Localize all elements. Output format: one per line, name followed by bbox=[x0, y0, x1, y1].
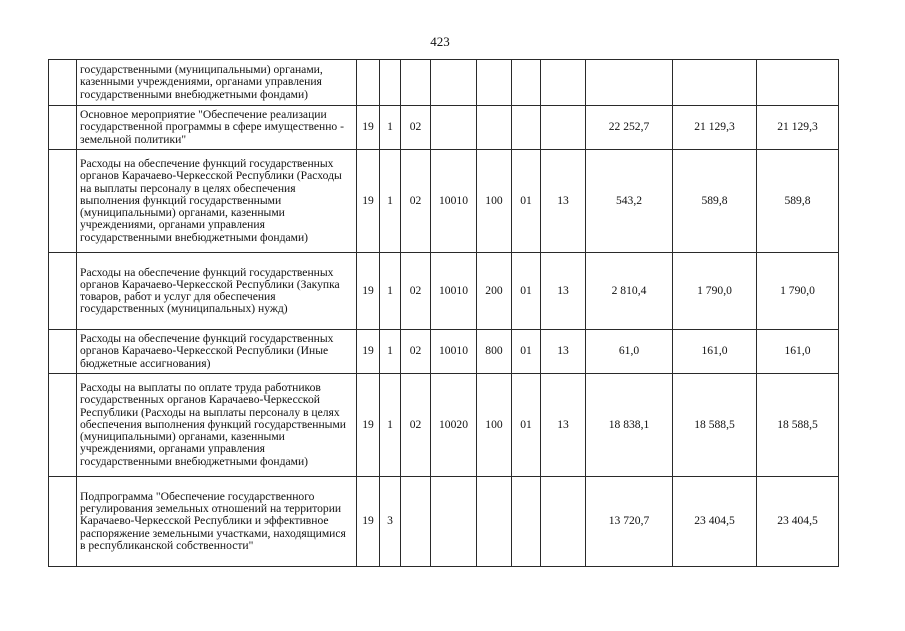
code-cell bbox=[477, 60, 512, 106]
code-cell: 02 bbox=[401, 106, 431, 150]
row-name: Расходы на обеспечение функций государственных органов Карачаево-Черкесской Республики (Расходы на выплаты персоналу в целях обеспечения выполнения функций государственными (муниципальными) органами, казенными учреждениями, органами управления государственными внебюджетными фондами) bbox=[77, 150, 357, 253]
blank-cell bbox=[49, 60, 77, 106]
blank-cell bbox=[49, 253, 77, 330]
code-cell: 200 bbox=[477, 253, 512, 330]
row-name: Расходы на выплаты по оплате труда работников государственных органов Карачаево-Черкесской Республики (Расходы на выплаты персоналу в целях обеспечения выполнения функций государственными (муниципальными) органами, казенными учреждениями, органами управления государственными внебюджетными фондами) bbox=[77, 374, 357, 477]
amount-cell: 23 404,5 bbox=[757, 477, 839, 567]
amount-cell: 18 838,1 bbox=[586, 374, 673, 477]
page-number: 423 bbox=[430, 34, 450, 49]
code-cell: 02 bbox=[401, 374, 431, 477]
amount-cell bbox=[757, 60, 839, 106]
amount-cell: 21 129,3 bbox=[673, 106, 757, 150]
table-row bbox=[49, 60, 839, 106]
amount-cell: 61,0 bbox=[586, 330, 673, 374]
row-name: государственными (муниципальными) органами, казенными учреждениями, органами управления государственными внебюджетными фондами) bbox=[77, 60, 357, 106]
code-cell: 01 bbox=[512, 253, 541, 330]
code-cell bbox=[431, 106, 477, 150]
code-cell: 13 bbox=[541, 253, 586, 330]
code-cell bbox=[541, 60, 586, 106]
code-cell: 19 bbox=[357, 477, 380, 567]
code-cell: 13 bbox=[541, 374, 586, 477]
code-cell: 100 bbox=[477, 374, 512, 477]
amount-cell: 1 790,0 bbox=[757, 253, 839, 330]
code-cell: 01 bbox=[512, 330, 541, 374]
code-cell: 10010 bbox=[431, 253, 477, 330]
budget-table bbox=[48, 59, 839, 567]
code-cell bbox=[357, 60, 380, 106]
amount-cell: 589,8 bbox=[673, 150, 757, 253]
code-cell: 1 bbox=[380, 253, 401, 330]
code-cell: 10010 bbox=[431, 150, 477, 253]
amount-cell: 1 790,0 bbox=[673, 253, 757, 330]
code-cell: 800 bbox=[477, 330, 512, 374]
code-cell: 13 bbox=[541, 150, 586, 253]
code-cell: 1 bbox=[380, 150, 401, 253]
code-cell: 19 bbox=[357, 253, 380, 330]
amount-cell: 589,8 bbox=[757, 150, 839, 253]
code-cell bbox=[401, 60, 431, 106]
amount-cell: 22 252,7 bbox=[586, 106, 673, 150]
amount-cell: 18 588,5 bbox=[757, 374, 839, 477]
table-row bbox=[49, 253, 839, 330]
code-cell: 02 bbox=[401, 253, 431, 330]
code-cell: 13 bbox=[541, 330, 586, 374]
amount-cell bbox=[673, 60, 757, 106]
code-cell bbox=[431, 477, 477, 567]
table-row bbox=[49, 477, 839, 567]
row-name: Подпрограмма "Обеспечение государственного регулирования земельных отношений на территории Карачаево-Черкесской Республики и эффективное распоряжение земельными участками, находящимися в республиканской собственности" bbox=[77, 477, 357, 567]
amount-cell: 161,0 bbox=[757, 330, 839, 374]
code-cell: 19 bbox=[357, 374, 380, 477]
code-cell: 19 bbox=[357, 106, 380, 150]
table-row bbox=[49, 374, 839, 477]
amount-cell: 21 129,3 bbox=[757, 106, 839, 150]
table-row bbox=[49, 106, 839, 150]
code-cell: 02 bbox=[401, 330, 431, 374]
row-name: Расходы на обеспечение функций государственных органов Карачаево-Черкесской Республики (Иные бюджетные ассигнования) bbox=[77, 330, 357, 374]
amount-cell: 543,2 bbox=[586, 150, 673, 253]
blank-cell bbox=[49, 330, 77, 374]
amount-cell: 18 588,5 bbox=[673, 374, 757, 477]
code-cell: 01 bbox=[512, 150, 541, 253]
code-cell bbox=[512, 60, 541, 106]
code-cell: 19 bbox=[357, 150, 380, 253]
amount-cell bbox=[586, 60, 673, 106]
code-cell bbox=[477, 106, 512, 150]
code-cell bbox=[380, 60, 401, 106]
amount-cell: 2 810,4 bbox=[586, 253, 673, 330]
code-cell: 1 bbox=[380, 374, 401, 477]
blank-cell bbox=[49, 374, 77, 477]
code-cell: 3 bbox=[380, 477, 401, 567]
code-cell: 10020 bbox=[431, 374, 477, 477]
code-cell: 01 bbox=[512, 374, 541, 477]
code-cell: 1 bbox=[380, 106, 401, 150]
table-row bbox=[49, 150, 839, 253]
code-cell bbox=[512, 477, 541, 567]
code-cell: 1 bbox=[380, 330, 401, 374]
amount-cell: 23 404,5 bbox=[673, 477, 757, 567]
code-cell bbox=[477, 477, 512, 567]
code-cell bbox=[541, 106, 586, 150]
code-cell bbox=[541, 477, 586, 567]
blank-cell bbox=[49, 477, 77, 567]
code-cell: 19 bbox=[357, 330, 380, 374]
table-row bbox=[49, 330, 839, 374]
amount-cell: 13 720,7 bbox=[586, 477, 673, 567]
row-name: Расходы на обеспечение функций государственных органов Карачаево-Черкесской Республики (Закупка товаров, работ и услуг для обеспечения государственных (муниципальных) нужд) bbox=[77, 253, 357, 330]
code-cell: 10010 bbox=[431, 330, 477, 374]
code-cell bbox=[512, 106, 541, 150]
row-name: Основное мероприятие "Обеспечение реализации государственной программы в сфере имущественно - земельной политики" bbox=[77, 106, 357, 150]
amount-cell: 161,0 bbox=[673, 330, 757, 374]
code-cell bbox=[401, 477, 431, 567]
code-cell: 02 bbox=[401, 150, 431, 253]
blank-cell bbox=[49, 106, 77, 150]
blank-cell bbox=[49, 150, 77, 253]
code-cell: 100 bbox=[477, 150, 512, 253]
code-cell bbox=[431, 60, 477, 106]
